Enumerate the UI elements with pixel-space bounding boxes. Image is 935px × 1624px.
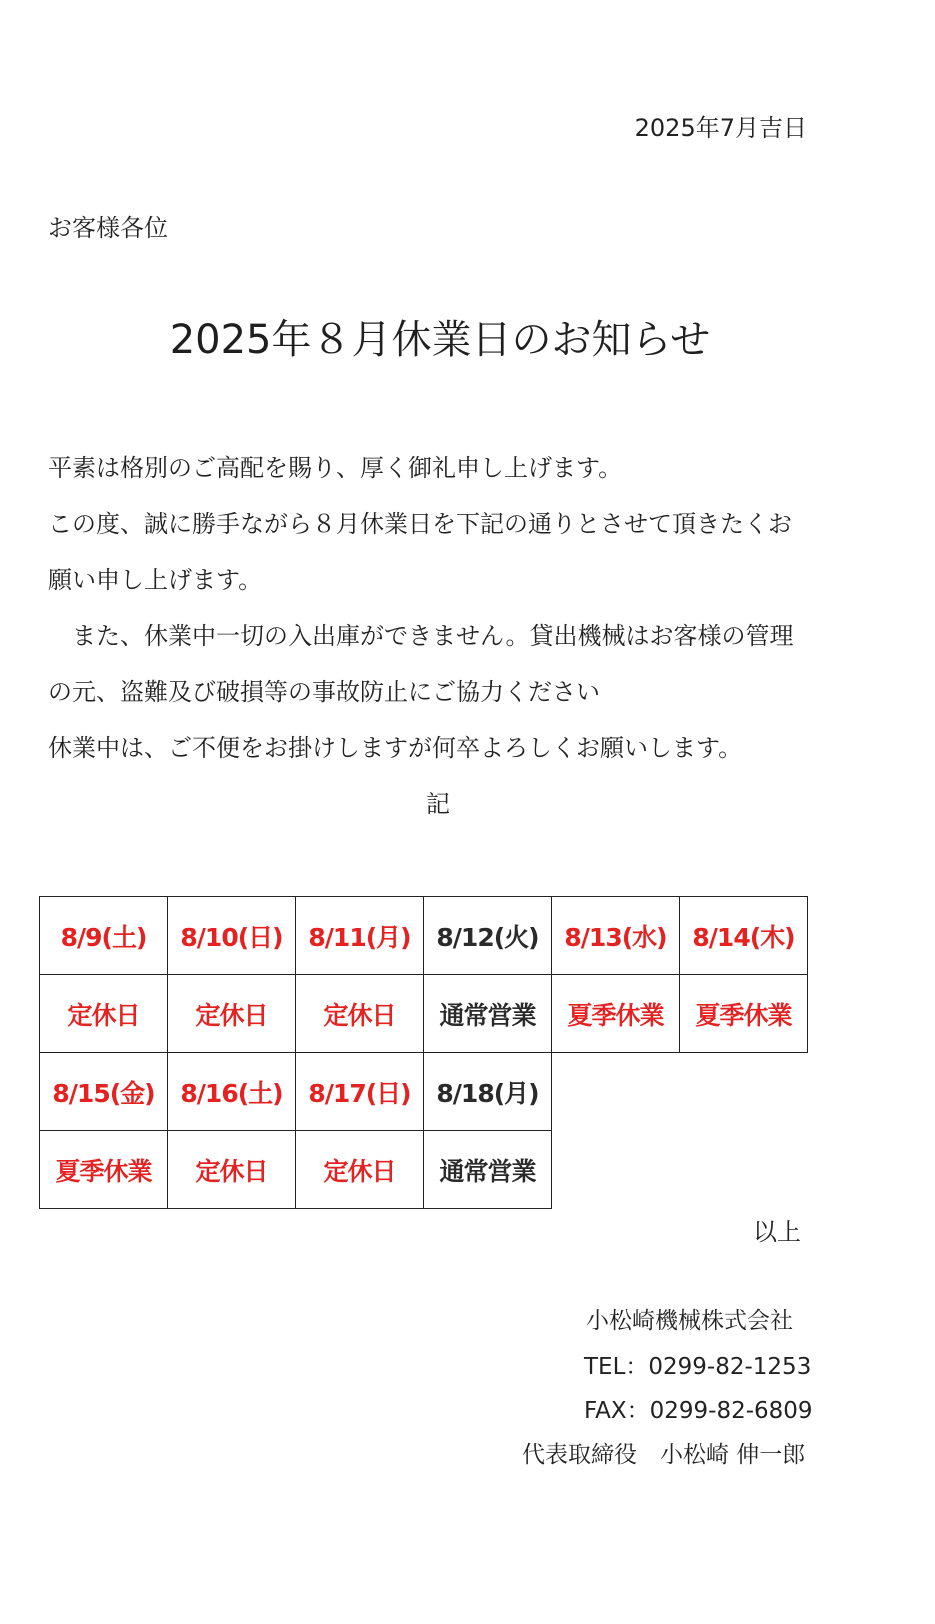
schedule-status-cell: 夏季休業: [552, 975, 680, 1053]
body-line: また、休業中一切の入出庫ができません。貸出機械はお客様の管理: [48, 622, 794, 650]
closing-mark: 以上: [753, 1218, 801, 1246]
schedule-status-cell: 夏季休業: [40, 1131, 168, 1209]
notice-title: 2025年８月休業日のお知らせ: [169, 317, 711, 363]
ki-heading: 記: [426, 790, 450, 818]
empty-cell: [680, 1131, 808, 1209]
body-line: の元、盗難及び破損等の事故防止にご協力ください: [48, 678, 600, 706]
empty-cell: [552, 1131, 680, 1209]
schedule-status-cell: 定休日: [168, 975, 296, 1053]
schedule-date-cell: 8/15(金): [40, 1053, 168, 1131]
schedule-status-cell: 通常営業: [424, 1131, 552, 1209]
schedule-status-row: [40, 1131, 808, 1209]
schedule-status-cell: 定休日: [296, 1131, 424, 1209]
recipient: お客様各位: [48, 214, 168, 242]
company-name: 小松崎機械株式会社: [586, 1308, 793, 1334]
notice-body: [48, 448, 828, 784]
empty-cell: [552, 1053, 680, 1131]
representative-name: 代表取締役 小松崎 伸一郎: [522, 1442, 806, 1468]
schedule-status-cell: 定休日: [40, 975, 168, 1053]
body-line: 平素は格別のご高配を賜り、厚く御礼申し上げます。: [48, 454, 623, 482]
schedule-status-cell: 通常営業: [424, 975, 552, 1053]
schedule-date-cell: 8/17(日): [296, 1053, 424, 1131]
schedule-date-cell: 8/18(月): [424, 1053, 552, 1131]
schedule-date-cell: 8/13(水): [552, 897, 680, 975]
schedule-date-row: [40, 897, 808, 975]
schedule-status-cell: 定休日: [168, 1131, 296, 1209]
schedule-date-cell: 8/16(土): [168, 1053, 296, 1131]
schedule-status-cell: 夏季休業: [680, 975, 808, 1053]
schedule-date-cell: 8/11(月): [296, 897, 424, 975]
body-line: 願い申し上げます。: [48, 566, 263, 594]
notice-date: 2025年7月吉日: [634, 114, 807, 142]
fax-number: FAX：0299-82-6809: [584, 1398, 813, 1424]
body-line: 休業中は、ご不便をお掛けしますが何卒よろしくお願いします。: [48, 734, 743, 762]
schedule-status-cell: 定休日: [296, 975, 424, 1053]
schedule-date-cell: 8/9(土): [40, 897, 168, 975]
schedule-date-cell: 8/10(日): [168, 897, 296, 975]
schedule-date-cell: 8/14(木): [680, 897, 808, 975]
phone-number: TEL：0299-82-1253: [584, 1354, 812, 1380]
schedule-status-row: [40, 975, 808, 1053]
schedule-date-cell: 8/12(火): [424, 897, 552, 975]
empty-cell: [680, 1053, 808, 1131]
holiday-schedule-table: [39, 896, 808, 1209]
schedule-date-row: [40, 1053, 808, 1131]
body-line: この度、誠に勝手ながら８月休業日を下記の通りとさせて頂きたくお: [48, 510, 792, 538]
